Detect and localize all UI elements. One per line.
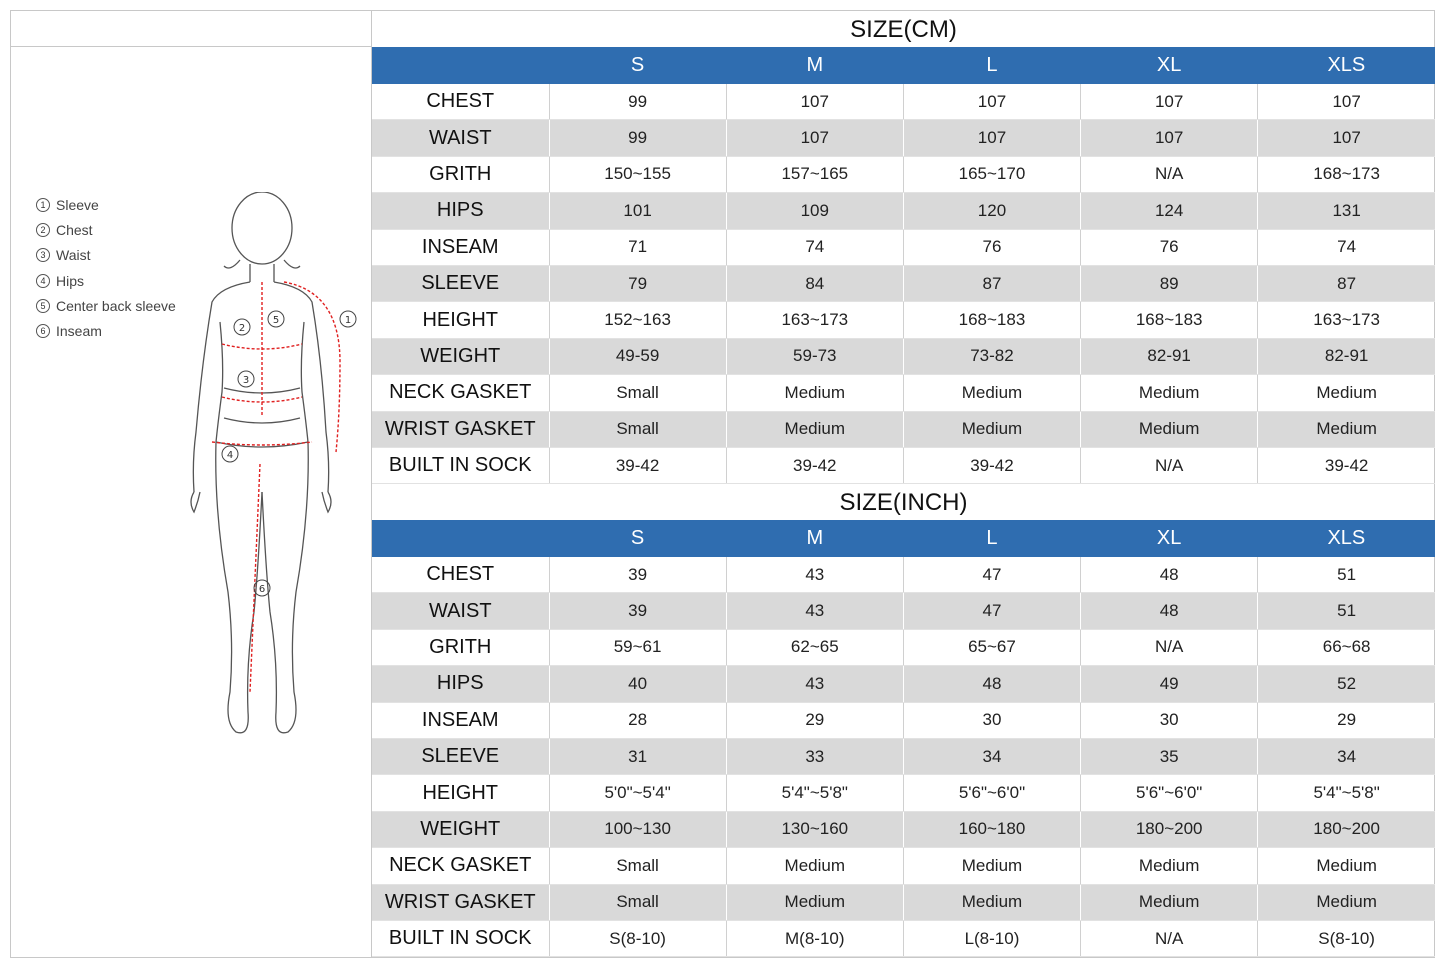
table-row bbox=[372, 811, 1435, 847]
size-header: S bbox=[549, 47, 726, 84]
table-header-row bbox=[372, 47, 1435, 84]
table-row bbox=[372, 120, 1435, 156]
table-cell: 39 bbox=[549, 557, 726, 593]
table-cell: N/A bbox=[1081, 447, 1258, 483]
table-cell: S(8-10) bbox=[549, 920, 726, 956]
legend-label: Inseam bbox=[56, 323, 102, 340]
table-cell: Medium bbox=[1258, 411, 1435, 447]
legend-number: 6 bbox=[36, 324, 50, 338]
table-row bbox=[372, 593, 1435, 629]
marker-label: 4 bbox=[226, 450, 234, 461]
legend-number: 1 bbox=[36, 198, 50, 212]
table-cell: 48 bbox=[903, 666, 1080, 702]
table-cell: 43 bbox=[726, 593, 903, 629]
left-header-cell bbox=[10, 10, 371, 47]
legend-label: Hips bbox=[56, 272, 85, 289]
table-cell: 180~200 bbox=[1081, 811, 1258, 847]
table-cell: Medium bbox=[726, 411, 903, 447]
table-cell: 71 bbox=[549, 229, 726, 265]
table-cell: 31 bbox=[549, 738, 726, 774]
table-cell: 29 bbox=[1258, 702, 1435, 738]
size-header: XL bbox=[1081, 47, 1258, 84]
table-cell: 99 bbox=[549, 120, 726, 156]
table-row bbox=[372, 629, 1435, 665]
table-cell: 120 bbox=[903, 193, 1080, 229]
table-row bbox=[372, 302, 1435, 338]
row-label: INSEAM bbox=[372, 229, 549, 265]
table-cell: Medium bbox=[1258, 884, 1435, 920]
table-cell: Medium bbox=[726, 884, 903, 920]
row-label: NECK GASKET bbox=[372, 375, 549, 411]
table-cell: 82-91 bbox=[1081, 338, 1258, 374]
table-cell: N/A bbox=[1081, 629, 1258, 665]
table-cell: 107 bbox=[1258, 84, 1435, 120]
table-row bbox=[372, 775, 1435, 811]
row-label: WAIST bbox=[372, 593, 549, 629]
table-cell: N/A bbox=[1081, 920, 1258, 956]
table-row bbox=[372, 193, 1435, 229]
row-label: WRIST GASKET bbox=[372, 884, 549, 920]
table-cell: Small bbox=[549, 848, 726, 884]
table-cell: 59-73 bbox=[726, 338, 903, 374]
legend-label: Center back sleeve bbox=[56, 297, 176, 314]
cm-size-table bbox=[372, 47, 1435, 484]
table-cell: Medium bbox=[1258, 848, 1435, 884]
table-cell: 99 bbox=[549, 84, 726, 120]
table-row bbox=[372, 738, 1435, 774]
table-cell: L(8-10) bbox=[903, 920, 1080, 956]
size-header: XLS bbox=[1258, 47, 1435, 84]
table-cell: 5'6"~6'0" bbox=[903, 775, 1080, 811]
legend-item-chest bbox=[36, 217, 176, 242]
table-cell: 66~68 bbox=[1258, 629, 1435, 665]
table-cell: 79 bbox=[549, 265, 726, 301]
table-cell: 29 bbox=[726, 702, 903, 738]
table-cell: 160~180 bbox=[903, 811, 1080, 847]
size-header: M bbox=[726, 520, 903, 557]
legend-item-center-back-sleeve bbox=[36, 293, 176, 318]
table-cell: 124 bbox=[1081, 193, 1258, 229]
inch-size-section bbox=[372, 484, 1435, 957]
table-row bbox=[372, 557, 1435, 593]
table-cell: 82-91 bbox=[1258, 338, 1435, 374]
table-cell: 5'0"~5'4" bbox=[549, 775, 726, 811]
marker-label: 2 bbox=[238, 323, 246, 334]
table-cell: 34 bbox=[1258, 738, 1435, 774]
table-cell: 87 bbox=[903, 265, 1080, 301]
table-cell: Small bbox=[549, 411, 726, 447]
table-cell: 35 bbox=[1081, 738, 1258, 774]
legend-label: Chest bbox=[56, 221, 93, 238]
legend-item-waist bbox=[36, 243, 176, 268]
legend-number: 2 bbox=[36, 223, 50, 237]
cm-size-section bbox=[372, 11, 1435, 484]
table-cell: 73-82 bbox=[903, 338, 1080, 374]
table-cell: 5'6"~6'0" bbox=[1081, 775, 1258, 811]
size-header: L bbox=[903, 520, 1080, 557]
table-cell: 39-42 bbox=[549, 447, 726, 483]
table-cell: 168~183 bbox=[1081, 302, 1258, 338]
marker-label: 1 bbox=[344, 315, 352, 326]
row-label: HEIGHT bbox=[372, 302, 549, 338]
row-label: BUILT IN SOCK bbox=[372, 447, 549, 483]
table-row bbox=[372, 338, 1435, 374]
table-cell: 49 bbox=[1081, 666, 1258, 702]
table-row bbox=[372, 84, 1435, 120]
legend-number: 4 bbox=[36, 274, 50, 288]
table-cell: 40 bbox=[549, 666, 726, 702]
size-header: S bbox=[549, 520, 726, 557]
legend-label: Sleeve bbox=[56, 196, 99, 213]
table-cell: 51 bbox=[1258, 593, 1435, 629]
table-cell: 30 bbox=[903, 702, 1080, 738]
table-row bbox=[372, 848, 1435, 884]
table-row bbox=[372, 920, 1435, 956]
header-blank-cell bbox=[372, 47, 549, 84]
size-header: M bbox=[726, 47, 903, 84]
body-measurement-figure-icon bbox=[180, 192, 360, 742]
table-cell: 163~173 bbox=[1258, 302, 1435, 338]
table-cell: 76 bbox=[1081, 229, 1258, 265]
inch-table-body bbox=[372, 557, 1435, 957]
table-cell: 87 bbox=[1258, 265, 1435, 301]
table-cell: 49-59 bbox=[549, 338, 726, 374]
table-cell: 39-42 bbox=[726, 447, 903, 483]
row-label: GRITH bbox=[372, 156, 549, 192]
row-label: CHEST bbox=[372, 84, 549, 120]
marker-label: 3 bbox=[242, 375, 250, 386]
table-cell: 100~130 bbox=[549, 811, 726, 847]
table-cell: 130~160 bbox=[726, 811, 903, 847]
table-cell: 47 bbox=[903, 557, 1080, 593]
table-cell: 168~183 bbox=[903, 302, 1080, 338]
table-cell: 131 bbox=[1258, 193, 1435, 229]
size-header: L bbox=[903, 47, 1080, 84]
table-cell: Small bbox=[549, 884, 726, 920]
table-cell: 76 bbox=[903, 229, 1080, 265]
size-header: XLS bbox=[1258, 520, 1435, 557]
table-cell: Medium bbox=[903, 848, 1080, 884]
cm-table-body bbox=[372, 84, 1435, 484]
figure-markers bbox=[227, 315, 351, 595]
table-cell: 107 bbox=[726, 120, 903, 156]
marker-circles bbox=[222, 311, 356, 596]
table-cell: 150~155 bbox=[549, 156, 726, 192]
row-label: WEIGHT bbox=[372, 338, 549, 374]
table-cell: 180~200 bbox=[1258, 811, 1435, 847]
cm-table-title: SIZE(CM) bbox=[850, 16, 957, 43]
table-cell: 43 bbox=[726, 557, 903, 593]
table-cell: 34 bbox=[903, 738, 1080, 774]
table-cell: 28 bbox=[549, 702, 726, 738]
table-cell: Medium bbox=[1081, 411, 1258, 447]
table-cell: 65~67 bbox=[903, 629, 1080, 665]
marker-label: 5 bbox=[272, 315, 280, 326]
table-cell: 152~163 bbox=[549, 302, 726, 338]
table-cell: 157~165 bbox=[726, 156, 903, 192]
table-cell: Medium bbox=[903, 375, 1080, 411]
table-cell: N/A bbox=[1081, 156, 1258, 192]
table-cell: Medium bbox=[903, 884, 1080, 920]
table-cell: 48 bbox=[1081, 593, 1258, 629]
table-cell: 107 bbox=[1258, 120, 1435, 156]
measurement-legend bbox=[36, 192, 176, 344]
table-cell: 59~61 bbox=[549, 629, 726, 665]
table-row bbox=[372, 702, 1435, 738]
table-cell: 168~173 bbox=[1258, 156, 1435, 192]
table-row bbox=[372, 229, 1435, 265]
table-cell: 43 bbox=[726, 666, 903, 702]
table-row bbox=[372, 411, 1435, 447]
table-cell: 89 bbox=[1081, 265, 1258, 301]
row-label: CHEST bbox=[372, 557, 549, 593]
row-label: WRIST GASKET bbox=[372, 411, 549, 447]
legend-item-sleeve bbox=[36, 192, 176, 217]
table-cell: 107 bbox=[726, 84, 903, 120]
table-cell: 39-42 bbox=[903, 447, 1080, 483]
table-row bbox=[372, 666, 1435, 702]
table-cell: 62~65 bbox=[726, 629, 903, 665]
table-cell: Medium bbox=[726, 375, 903, 411]
table-cell: Medium bbox=[1258, 375, 1435, 411]
table-header-row bbox=[372, 520, 1435, 557]
row-label: WAIST bbox=[372, 120, 549, 156]
table-cell: 101 bbox=[549, 193, 726, 229]
table-row bbox=[372, 156, 1435, 192]
row-label: SLEEVE bbox=[372, 738, 549, 774]
table-cell: 48 bbox=[1081, 557, 1258, 593]
row-label: WEIGHT bbox=[372, 811, 549, 847]
size-header: XL bbox=[1081, 520, 1258, 557]
table-cell: 107 bbox=[1081, 84, 1258, 120]
table-cell: Medium bbox=[903, 411, 1080, 447]
table-cell: 39 bbox=[549, 593, 726, 629]
legend-label: Waist bbox=[56, 247, 91, 264]
inch-table-title: SIZE(INCH) bbox=[839, 489, 968, 516]
table-cell: Medium bbox=[726, 848, 903, 884]
table-cell: Medium bbox=[1081, 375, 1258, 411]
table-cell: 52 bbox=[1258, 666, 1435, 702]
table-row bbox=[372, 884, 1435, 920]
marker-label: 6 bbox=[258, 584, 266, 595]
header-blank-cell bbox=[372, 520, 549, 557]
table-cell: S(8-10) bbox=[1258, 920, 1435, 956]
table-cell: 165~170 bbox=[903, 156, 1080, 192]
legend-item-hips bbox=[36, 268, 176, 293]
row-label: HIPS bbox=[372, 666, 549, 702]
table-cell: 163~173 bbox=[726, 302, 903, 338]
inch-size-table bbox=[372, 520, 1435, 957]
table-cell: 39-42 bbox=[1258, 447, 1435, 483]
table-row bbox=[372, 265, 1435, 301]
table-cell: 47 bbox=[903, 593, 1080, 629]
row-label: HIPS bbox=[372, 193, 549, 229]
table-cell: 74 bbox=[1258, 229, 1435, 265]
legend-item-inseam bbox=[36, 318, 176, 343]
table-cell: 5'4"~5'8" bbox=[726, 775, 903, 811]
row-label: BUILT IN SOCK bbox=[372, 920, 549, 956]
table-cell: 74 bbox=[726, 229, 903, 265]
table-cell: Small bbox=[549, 375, 726, 411]
legend-number: 3 bbox=[36, 248, 50, 262]
row-label: GRITH bbox=[372, 629, 549, 665]
table-cell: 109 bbox=[726, 193, 903, 229]
table-cell: 51 bbox=[1258, 557, 1435, 593]
table-row bbox=[372, 375, 1435, 411]
table-cell: Medium bbox=[1081, 884, 1258, 920]
table-cell: 107 bbox=[1081, 120, 1258, 156]
row-label: NECK GASKET bbox=[372, 848, 549, 884]
row-label: SLEEVE bbox=[372, 265, 549, 301]
legend-number: 5 bbox=[36, 299, 50, 313]
table-cell: 107 bbox=[903, 120, 1080, 156]
table-cell: 33 bbox=[726, 738, 903, 774]
row-label: HEIGHT bbox=[372, 775, 549, 811]
table-cell: M(8-10) bbox=[726, 920, 903, 956]
table-row bbox=[372, 447, 1435, 483]
table-cell: 5'4"~5'8" bbox=[1258, 775, 1435, 811]
table-cell: Medium bbox=[1081, 848, 1258, 884]
table-cell: 107 bbox=[903, 84, 1080, 120]
row-label: INSEAM bbox=[372, 702, 549, 738]
body-outline bbox=[191, 192, 331, 733]
table-cell: 84 bbox=[726, 265, 903, 301]
table-cell: 30 bbox=[1081, 702, 1258, 738]
